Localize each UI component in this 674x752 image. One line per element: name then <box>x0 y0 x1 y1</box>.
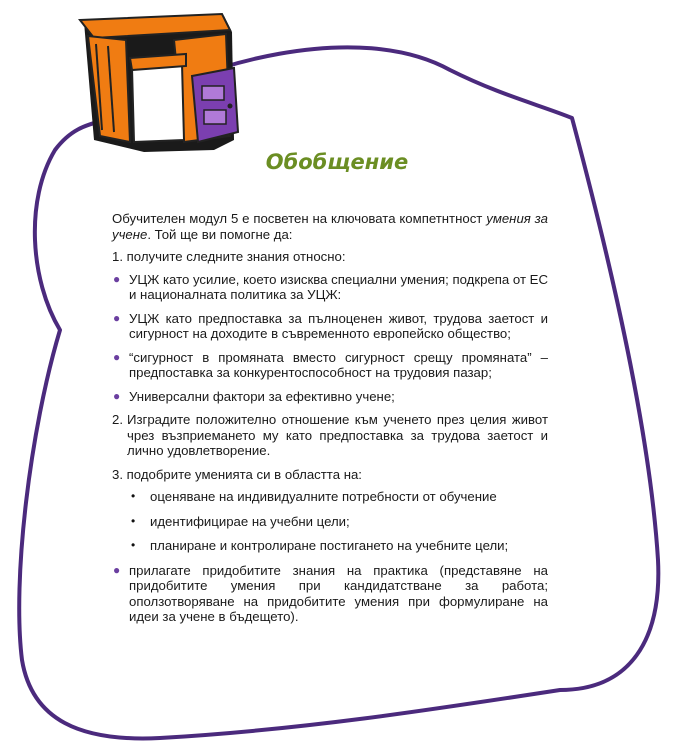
bullet-icon: ● <box>113 271 121 286</box>
bullet-icon: ● <box>113 310 121 325</box>
item-3: 3. подобрите уменията си в областта на: <box>112 466 362 482</box>
list-item: ● УЦЖ като предпоставка за пълноценен живот, трудова заетост и сигурност на доходите в съвременното европейско общество; <box>113 310 548 341</box>
bullet-icon: ● <box>113 349 121 364</box>
list-item: • идентифицирае на учебни цели; <box>131 513 350 529</box>
open-door-icon <box>74 10 250 156</box>
list-item: • оценяване на индивидуалните потребности от обучение <box>131 489 497 504</box>
bullet-icon: • <box>131 538 136 552</box>
knowledge-list <box>112 272 548 405</box>
page-title: Обобщение <box>265 150 409 174</box>
bullet-icon: • <box>131 513 136 528</box>
practice-list <box>112 563 548 625</box>
intro-paragraph: Обучителен модул 5 е посветен на ключовата компетнтност умения за учене. Той ще ви помогне да: <box>112 211 548 242</box>
bullet-icon: • <box>131 489 136 503</box>
list-item: • планиране и контролиране постигането на учебните цели; <box>131 538 509 553</box>
bullet-icon: ● <box>113 562 121 577</box>
summary-content <box>112 211 548 633</box>
item-1: 1. получите следните знания относно: <box>112 249 346 264</box>
list-item: ● Универсални фактори за ефективно учене; <box>113 388 395 404</box>
bullet-icon: ● <box>113 388 121 403</box>
item-2: 2. Изградите положително отношение към ученето през целия живот чрез възприемането му като предпоставка за трудова заетост и лично удовлетворение. <box>112 412 548 458</box>
skills-list <box>112 489 548 554</box>
list-item: ● “сигурност в промяната вместо сигурност срещу промяната” – предпоставка за конкурентоспособност на трудовия пазар; <box>113 349 548 380</box>
list-item: ● УЦЖ като усилие, което изисква специални умения; подкрепа от ЕС и националната политика за УЦЖ: <box>113 271 548 302</box>
list-item: ● прилагате придобитите знания на практика (представяне на придобитите умения при кандидатстване за работа; оползотворяване на придобитите умения при формулиране на идеи за учене в бъдещето). <box>113 562 548 624</box>
